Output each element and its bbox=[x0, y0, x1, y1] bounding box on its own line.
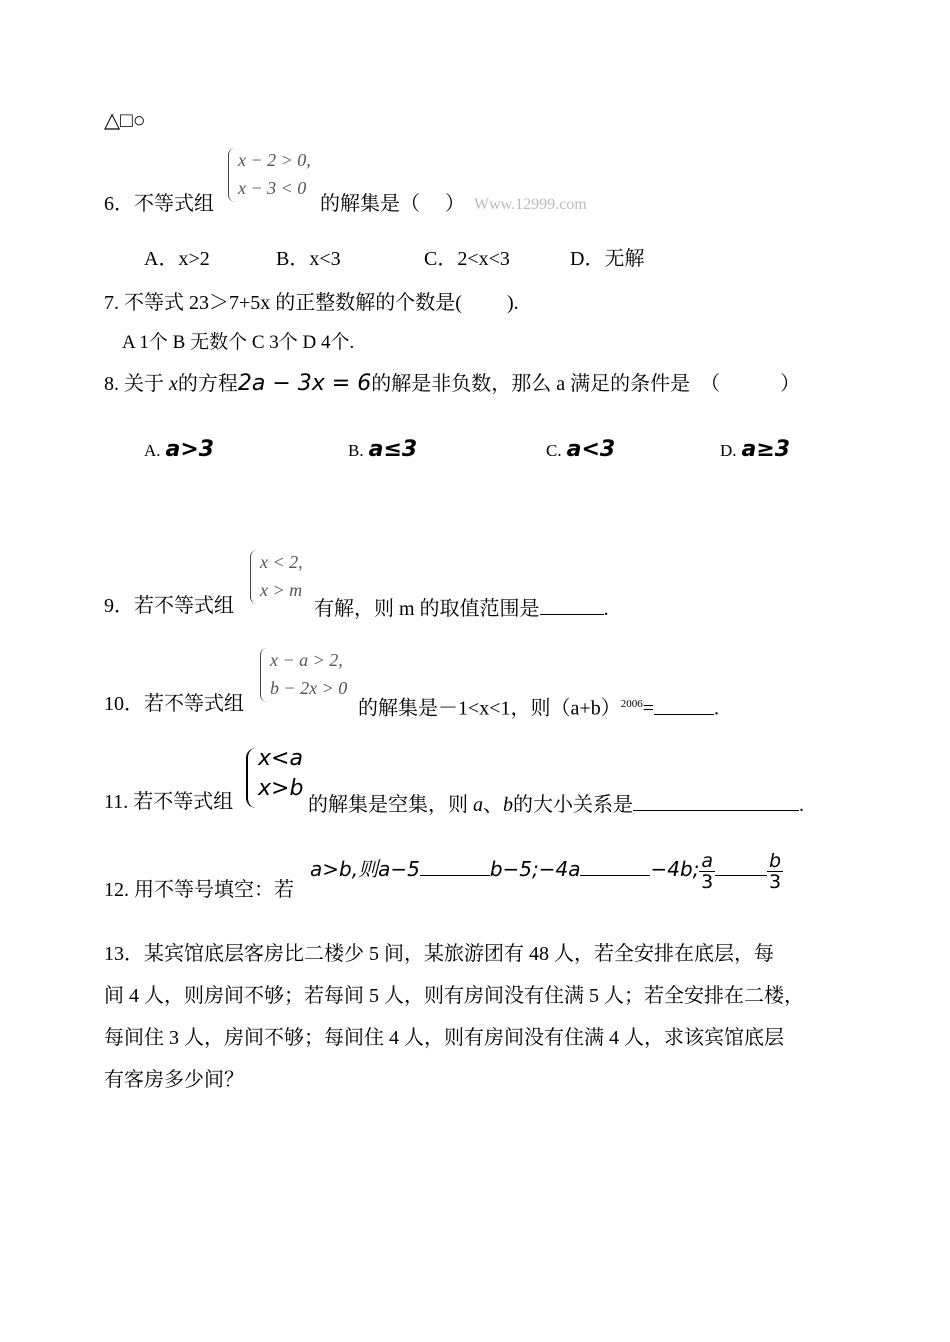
q11-end: . bbox=[799, 794, 804, 816]
watermark: Www.12999.com bbox=[474, 196, 587, 213]
q6-option-d: D．无解 bbox=[570, 248, 645, 270]
brace bbox=[246, 748, 256, 808]
q12-fraction-a bbox=[699, 851, 715, 892]
q6-option-a: A．x>2 bbox=[144, 248, 210, 270]
q11-line1: x<a bbox=[258, 746, 303, 771]
top-symbols: △□○ bbox=[104, 108, 146, 132]
q8-option-b-math: a≤3 bbox=[368, 437, 418, 462]
q10-suffix: 的解集是－1<x<1，则（a+b） bbox=[358, 697, 621, 720]
q6-suffix: 的解集是（ ） bbox=[320, 193, 465, 215]
q10-rest bbox=[358, 692, 719, 721]
q6-line2: x − 3 < 0 bbox=[238, 178, 307, 198]
q11-line2: x>b bbox=[258, 776, 304, 801]
fraction-denominator: 3 bbox=[769, 870, 782, 893]
q10-exponent: 2006 bbox=[620, 698, 643, 710]
q8-option-d bbox=[720, 438, 790, 463]
fraction-numerator: b bbox=[769, 849, 782, 872]
q9-line bbox=[104, 594, 234, 618]
q11-b: b bbox=[503, 794, 513, 816]
q7-options: A 1个 B 无数个 C 3个 D 4个. bbox=[122, 332, 355, 353]
q9-line2: x > m bbox=[260, 580, 303, 600]
q8-line bbox=[104, 372, 800, 396]
q7-text: 7. 不等式 23＞7+5x 的正整数解的个数是( ). bbox=[104, 292, 519, 314]
q10-line1: x − a > 2, bbox=[270, 650, 343, 670]
q12-prefix: 12. 用不等号填空：若 bbox=[104, 879, 294, 901]
q8-option-b bbox=[348, 438, 417, 463]
q12-blank-2[interactable] bbox=[580, 847, 650, 876]
q8-option-d-math: a≥3 bbox=[741, 437, 791, 462]
q8-suffix: 的解是非负数，那么 a 满足的条件是 （ ） bbox=[371, 373, 801, 395]
q8-option-a bbox=[144, 438, 214, 463]
q10-prefix: 10．若不等式组 bbox=[104, 693, 244, 715]
q9-prefix: 9．若不等式组 bbox=[104, 595, 234, 617]
q6-option-b: B．x<3 bbox=[276, 248, 341, 270]
q9-line1: x < 2, bbox=[260, 552, 303, 572]
q9-rest bbox=[314, 594, 609, 621]
q13-line3: 每间住 3 人，房间不够；每间住 4 人，则有房间没有住满 4 人，求该宾馆底层 bbox=[104, 1027, 784, 1049]
q11-prefix: 11. 若不等式组 bbox=[104, 791, 234, 813]
q12-fraction-b bbox=[767, 851, 783, 892]
q10-end: . bbox=[714, 697, 719, 720]
q10-line2: b − 2x > 0 bbox=[270, 678, 348, 698]
brace bbox=[250, 550, 257, 604]
fraction-numerator: a bbox=[701, 849, 714, 872]
q11-suffix-b: 的大小关系是 bbox=[513, 794, 633, 816]
q13-line2: 间 4 人，则房间不够；若每间 5 人，则有房间没有住满 5 人；若全安排在二楼， bbox=[104, 985, 804, 1007]
q11-a: a bbox=[473, 794, 483, 816]
q12-condition: a>b,则a−5 bbox=[310, 857, 420, 881]
q11-inequality-system bbox=[246, 744, 316, 810]
q10-answer-blank[interactable] bbox=[654, 694, 714, 715]
q11-suffix-a: 的解集是空集，则 bbox=[308, 794, 473, 816]
q8-option-a-label: A. bbox=[144, 441, 161, 460]
q11-rest bbox=[308, 790, 804, 817]
q12-math bbox=[310, 846, 783, 893]
q12-part2: b−5;−4a bbox=[489, 857, 581, 881]
q11-sep: 、 bbox=[483, 794, 503, 816]
q8-option-c-math: a<3 bbox=[566, 437, 616, 462]
q13-line4: 有客房多少间？ bbox=[104, 1069, 244, 1091]
q12-blank-1[interactable] bbox=[420, 847, 490, 876]
q8-option-c bbox=[546, 438, 615, 463]
q6-line1: x − 2 > 0, bbox=[238, 150, 311, 170]
q8-option-b-label: B. bbox=[348, 441, 364, 460]
q8-option-c-label: C. bbox=[546, 441, 562, 460]
q8-mid: 的方程 bbox=[177, 373, 238, 395]
q8-equation: 2a − 3x = 6 bbox=[237, 371, 372, 396]
q10-inequality-system bbox=[260, 648, 370, 704]
q12-blank-3[interactable] bbox=[715, 847, 767, 876]
q9-answer-blank[interactable] bbox=[540, 594, 604, 615]
brace bbox=[228, 148, 235, 202]
fraction-denominator: 3 bbox=[701, 870, 714, 893]
q11-answer-blank[interactable] bbox=[633, 790, 799, 811]
q8-option-a-math: a>3 bbox=[165, 437, 215, 462]
q8-option-d-label: D. bbox=[720, 441, 737, 460]
brace bbox=[260, 648, 267, 702]
q6-option-c: C．2<x<3 bbox=[424, 248, 510, 270]
q8-prefix: 8. 关于 bbox=[104, 373, 169, 395]
q9-end: . bbox=[603, 598, 609, 620]
q6-prefix: 6．不等式组 bbox=[104, 193, 214, 215]
q9-suffix: 有解，则 m 的取值范围是 bbox=[314, 598, 540, 620]
q10-eq: = bbox=[642, 697, 654, 720]
q12-part3: −4b; bbox=[650, 857, 700, 881]
q13-line1: 13．某宾馆底层客房比二楼少 5 间，某旅游团有 48 人，若全安排在底层，每 bbox=[104, 943, 774, 965]
q8-var: x bbox=[169, 373, 178, 395]
